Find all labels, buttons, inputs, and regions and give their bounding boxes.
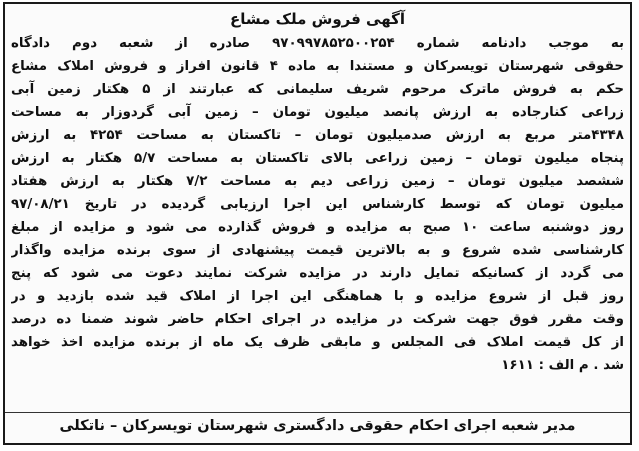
notice-line: زراعی کنارجاده به ارزش پانصد میلیون تومان – زمین آبی گردوزار به مساحت <box>11 105 624 120</box>
notice-line: پنجاه میلیون تومان – زمین زراعی بالای تاکستان به مساحت ۵/۷ هکتار به ارزش <box>11 151 624 166</box>
notice-line: روز دوشنبه ساعت ۱۰ صبح به مزایده و فروش گذارده می شود و مزایده از مبلغ <box>11 220 624 235</box>
notice-body <box>11 32 624 377</box>
notice-line: روز قبل از شروع مزایده و با هماهنگی این اجرا از املاک قید شده بازدید و در <box>11 289 624 304</box>
notice-line: کارشناسی شده شروع و به بالاترین قیمت پیشنهادی از سوی برنده مزایده واگذار <box>11 243 624 258</box>
notice-line: شد . م الف : ۱۶۱۱ <box>501 358 624 373</box>
notice-box <box>3 2 632 445</box>
notice-line: حقوقی شهرستان تویسرکان و مستندا به ماده ۴ قانون افراز و فروش املاک مشاع <box>11 59 624 74</box>
notice-line: به موجب دادنامه شماره ۹۷۰۹۹۷۸۵۲۵۰۰۲۵۴ صادره از شعبه دوم دادگاه <box>11 36 624 51</box>
notice-line: می گردد از کسانیکه تمایل دارند در مزایده شرکت نمایند دعوت می شود که پنج <box>11 266 624 281</box>
notice-line: میلیون تومان که توسط کارشناس این اجرا ارزیابی گردیده در تاریخ ۹۷/۰۸/۲۱ <box>11 197 624 212</box>
notice-line: وقت مقرر فوق جهت شرکت در مزایده در اجرای احکام حاضر شوند ضمنا ده درصد <box>11 312 624 327</box>
notice-line: ۴۳۴۸متر مربع به ارزش صدمیلیون تومان – تاکستان به مساحت ۴۲۵۴ به ارزش <box>11 128 624 143</box>
notice-title: آگهی فروش ملک مشاع <box>230 10 405 28</box>
notice-line: حکم به فروش ماترک مرحوم شریف سلیمانی که عبارتند از ۵ هکتار زمین آبی <box>11 82 624 97</box>
notice-line: از کل قیمت املاک فی المجلس و مابقی ظرف یک ماه از برنده مزایده اخذ خواهد <box>11 335 624 350</box>
notice-line: ششصد میلیون تومان – زمین زراعی دیم به مساحت ۷/۲ هکتار به ارزش هفتاد <box>11 174 624 189</box>
signature: مدیر شعبه اجرای احکام حقوقی دادگستری شهرستان تویسرکان – ناتکلی <box>59 418 576 434</box>
